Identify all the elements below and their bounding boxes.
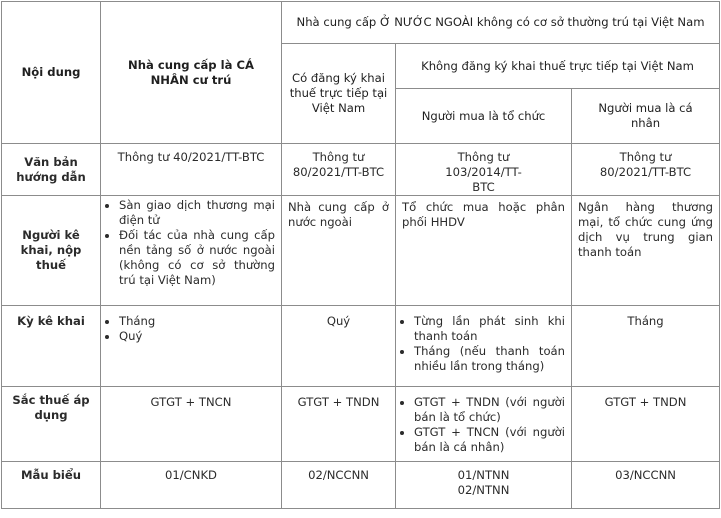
- cell-ky-ke-khai-ca-nhan: [101, 306, 282, 387]
- cell-sac-thue-co-dang-ky: GTGT + TNDN: [282, 387, 396, 462]
- cell-mau-bieu-ca-nhan-mua: 03/NCCNN: [572, 462, 720, 509]
- cell-nguoi-ke-khai-ca-nhan-mua: Ngân hàng thương mại, tổ chức cung ứng dịch vụ trung gian thanh toán: [572, 196, 720, 306]
- list-item: • GTGT + TNCN (với người bán là cá nhân): [414, 425, 565, 455]
- mau-bieu-line-1: 01/NTNN: [457, 468, 510, 482]
- cell-mau-bieu-co-dang-ky: 02/NCCNN: [282, 462, 396, 509]
- row-label-sac-thue: Sắc thuế áp dụng: [2, 387, 101, 462]
- row-label-van-ban: Văn bản hướng dẫn: [2, 144, 101, 196]
- row-label-nguoi-ke-khai: Người kê khai, nộp thuế: [2, 196, 101, 306]
- table-row: [2, 306, 720, 387]
- header-noi-dung: Nội dung: [2, 2, 101, 144]
- row-label-mau-bieu: Mẫu biểu: [2, 462, 101, 509]
- header-nuoc-ngoai: Nhà cung cấp Ở NƯỚC NGOÀI không có cơ sở thường trú tại Việt Nam: [282, 2, 720, 44]
- list-item: • Quý: [119, 329, 275, 344]
- table-row: [2, 387, 720, 462]
- header-ca-nhan-cu-tru: Nhà cung cấp là CÁ NHÂN cư trú: [101, 2, 282, 144]
- cell-mau-bieu-ca-nhan: 01/CNKD: [101, 462, 282, 509]
- cell-nguoi-ke-khai-to-chuc: Tổ chức mua hoặc phân phối HHDV: [396, 196, 572, 306]
- header-co-dang-ky: Có đăng ký khai thuế trực tiếp tại Việt Nam: [282, 44, 396, 144]
- header-nguoi-mua-to-chuc: Người mua là tổ chức: [396, 89, 572, 144]
- cell-van-ban-co-dang-ky: Thông tư 80/2021/TT-BTC: [282, 144, 396, 196]
- cell-nguoi-ke-khai-ca-nhan: [101, 196, 282, 306]
- cell-ky-ke-khai-co-dang-ky: Quý: [282, 306, 396, 387]
- list-item: • Đối tác của nhà cung cấp nền tảng số ở nước ngoài (không có cơ sở thường trú tại Việt Nam): [119, 228, 275, 288]
- cell-mau-bieu-to-chuc: [396, 462, 572, 509]
- table-row: [2, 196, 720, 306]
- row-label-ky-ke-khai: Kỳ kê khai: [2, 306, 101, 387]
- cell-ky-ke-khai-ca-nhan-mua: Tháng: [572, 306, 720, 387]
- tax-comparison-table: [1, 1, 720, 509]
- list-item: • GTGT + TNDN (với người bán là tổ chức): [414, 395, 565, 425]
- list-item: • Tháng: [119, 314, 275, 329]
- table-row: [2, 144, 720, 196]
- cell-van-ban-ca-nhan: Thông tư 40/2021/TT-BTC: [101, 144, 282, 196]
- cell-sac-thue-to-chuc: [396, 387, 572, 462]
- cell-nguoi-ke-khai-co-dang-ky: Nhà cung cấp ở nước ngoài: [282, 196, 396, 306]
- cell-sac-thue-ca-nhan: GTGT + TNCN: [101, 387, 282, 462]
- mau-bieu-line-2: 02/NTNN: [457, 483, 510, 497]
- list-item: • Tháng (nếu thanh toán nhiều lần trong tháng): [414, 344, 565, 374]
- header-khong-dang-ky: Không đăng ký khai thuế trực tiếp tại Việt Nam: [396, 44, 720, 89]
- list-item: • Sàn giao dịch thương mại điện tử: [119, 198, 275, 228]
- header-nguoi-mua-ca-nhan: Người mua là cá nhân: [572, 89, 720, 144]
- cell-sac-thue-ca-nhan-mua: GTGT + TNDN: [572, 387, 720, 462]
- list-item: • Từng lần phát sinh khi thanh toán: [414, 314, 565, 344]
- table-row: [2, 462, 720, 509]
- cell-van-ban-ca-nhan-mua: Thông tư 80/2021/TT-BTC: [572, 144, 720, 196]
- cell-ky-ke-khai-to-chuc: [396, 306, 572, 387]
- cell-van-ban-to-chuc: Thông tư 103/2014/TT-BTC: [396, 144, 572, 196]
